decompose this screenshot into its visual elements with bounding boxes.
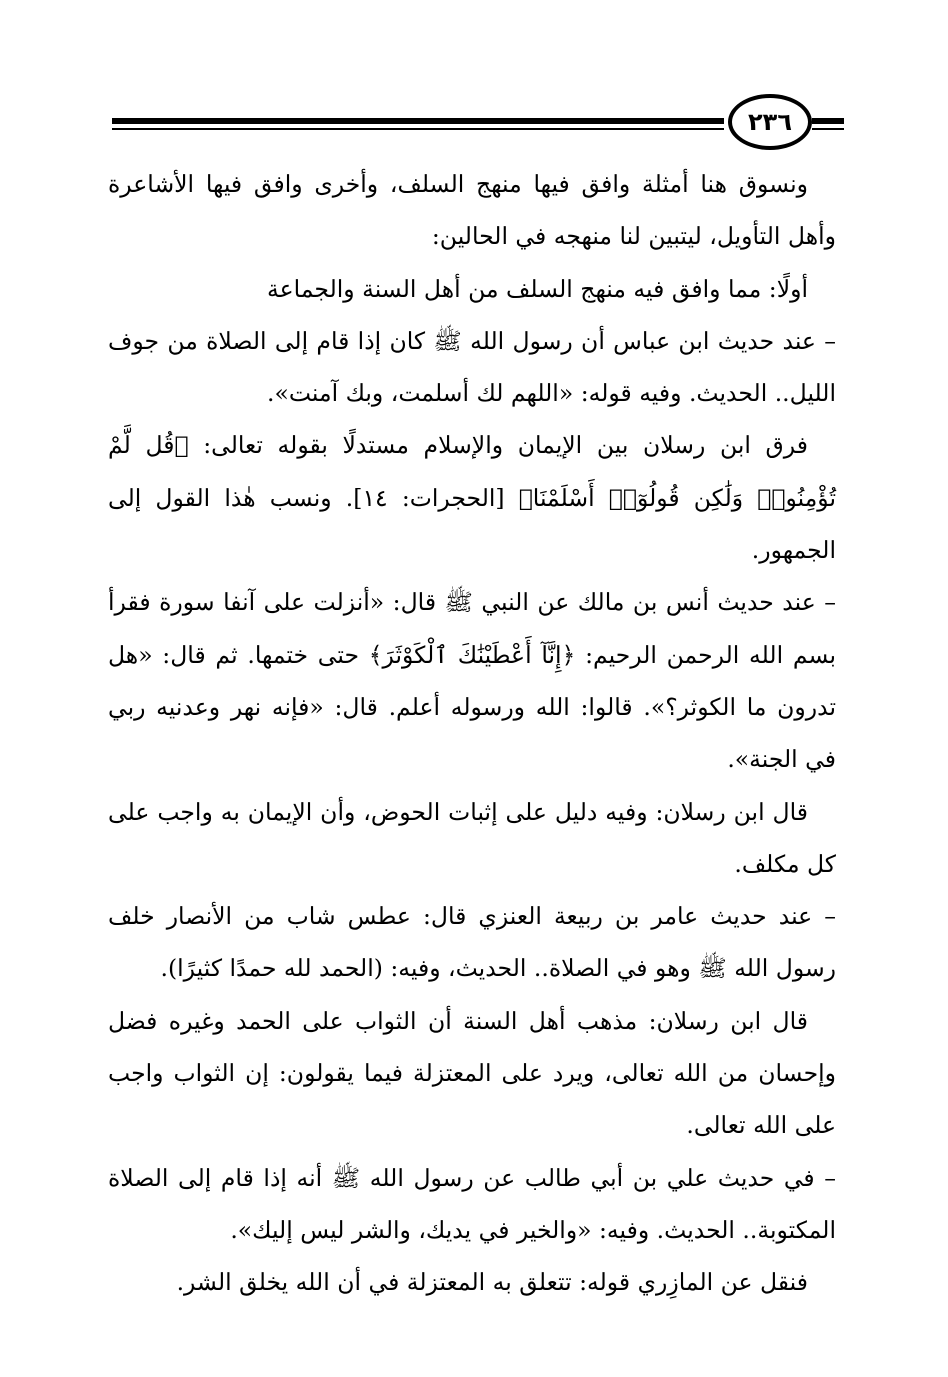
header-rule-right-thin [812,128,844,130]
paragraph: قال ابن رسلان: وفيه دليل على إثبات الحوض، وأن الإيمان به واجب على كل مكلف. [108,797,836,878]
header-rule-thin [112,128,724,130]
paragraph: – عند حديث ابن عباس أن رسول الله ﷺ كان إذا قام إلى الصلاة من جوف الليل.. الحديث. وفيه قوله: «اللهم لك أسلمت، وبك آمنت». [108,326,836,408]
page-header [112,92,842,152]
paragraph: فنقل عن المازِري قوله: تتعلق به المعتزلة في أن الله يخلق الشر. [176,1268,808,1297]
paragraph: قال ابن رسلان: مذهب أهل السنة أن الثواب على الحمد وغيره فضل وإحسان من الله تعالى، ويرد على المعتزلة فيما يقولون: إن الثواب واجب على الله تعالى. [108,1006,836,1140]
body-text [108,158,836,1309]
page-number-badge [728,94,812,150]
header-rule-thick [112,118,724,124]
page-number: ٢٣٦ [748,108,792,136]
paragraph: – عند حديث عامر بن ربيعة العنزي قال: عطس شاب من الأنصار خلف رسول الله ﷺ وهو في الصلاة.. الحديث، وفيه: (الحمد لله حمدًا كثيرًا). [108,902,836,983]
paragraph: – في حديث علي بن أبي طالب عن رسول الله ﷺ أنه إذا قام إلى الصلاة المكتوبة.. الحديث. وفيه: «والخير في يديك، والشر ليس إليك». [108,1163,836,1244]
section-heading: أولًا: مما وافق فيه منهج السلف من أهل السنة والجماعة [267,274,808,303]
paragraph: فرق ابن رسلان بين الإيمان والإسلام مستدلًا بقوله تعالى: ﴿قُل لَّمْ تُؤْمِنُوا۟ وَلَٰكِن قُولُوٓا۟ أَسْلَمْنَا﴾ [الحجرات: ١٤]. ونسب هٰذا القول إلى الجمهور. [108,431,836,565]
paragraph: ونسوق هنا أمثلة وافق فيها منهج السلف، وأخرى وافق فيها الأشاعرة وأهل التأويل، ليتبين لنا منهجه في الحالين: [108,170,836,251]
header-rule-right-thick [812,118,844,124]
paragraph: – عند حديث أنس بن مالك عن النبي ﷺ قال: «أنزلت على آنفا سورة فقرأ بسم الله الرحمن الرحيم: ﴿إِنَّآ أَعْطَيْنَٰكَ ٱلْكَوْثَرَ﴾ حتى ختمها. ثم قال: «هل تدرون ما الكوثر؟». قالوا: الله ورسوله أعلم. قال: «فإنه نهر وعدنيه ربي في الجنة». [108,588,836,774]
